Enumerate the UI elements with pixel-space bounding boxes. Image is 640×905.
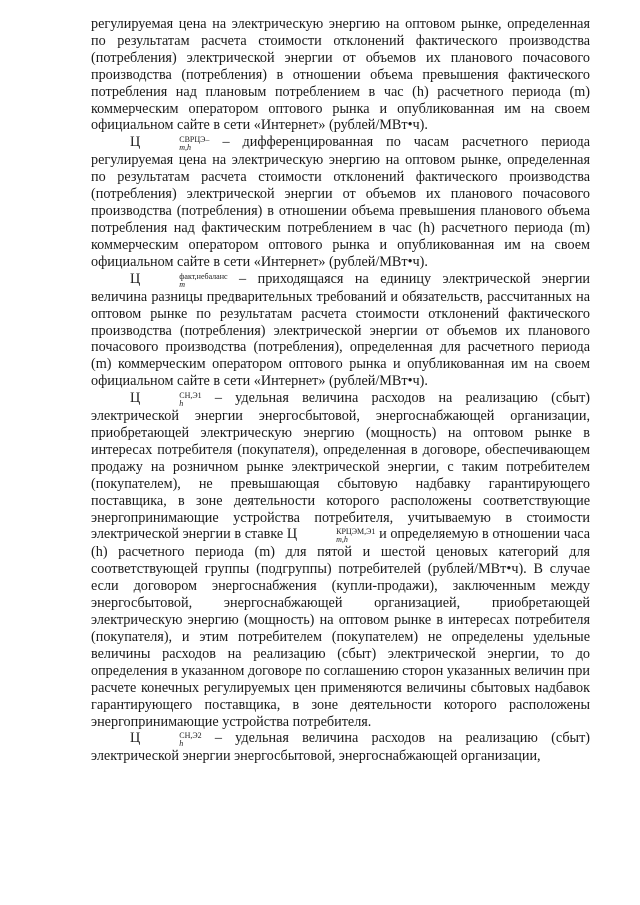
paragraph-text: – удельная величина расходов на реализацию (сбыт) электрической энергии энергосбытовой, энергоснабжающей организации,: [91, 730, 590, 765]
paragraph-sales-markup-e1: [91, 390, 590, 730]
formula-symbol: Ц СВРЦЭ– m,h: [130, 134, 210, 153]
paragraph-price-svrce-minus: [91, 134, 590, 270]
paragraph-text: – удельная величина расходов на реализацию (сбыт) электрической энергии энергосбытовой, энергоснабжающей организации, приобретающей электрическую энергию (мощность) на оптовом рынке в интересах потребителя (покупателя), определенная в договоре, обеспечивающем продажу на розничном рынке электрической энергии, с таким потребителем (покупателем), не превышающая сбытовую надбавку гарантирующего поставщика, в зоне деятельности которого расположены соответствующие энергопринимающие устройства потребителя, учитываемую в стоимости электрической энергии в ставке: [91, 390, 590, 543]
formula-symbol: Ц факт,небаланс m: [130, 270, 228, 289]
paragraph-text: – дифференцированная по часам расчетного периода регулируемая цена на электрическую энергию на оптовом рынке, определенная по результатам расчета стоимости отклонений фактического производства (потребления) электрической энергии от объемов их планового почасового производства (потребления) в отношении объема превышения планового объема потребления над фактическим потреблением в час (h) расчетного периода (m) коммерческим оператором оптового рынка и опубликованная им на своем официальном сайте в сети «Интернет» (рублей/МВт•ч).: [91, 134, 590, 270]
formula-symbol: Ц СН,Э2 h: [130, 730, 202, 749]
paragraph-sales-markup-e2: [91, 730, 590, 765]
formula-symbol: Ц СН,Э1 h: [130, 390, 202, 409]
paragraph-text-continued: и определяемую в отношении часа (h) расчетного периода (m) для пятой и шестой ценовых категорий для соответствующей группы (подгруппы) потребителей (рублей/МВт•ч). В случае если договором энергоснабжения (купли-продажи), заключенным между энергосбытовой, энергоснабжающей организацией, приобретающей электрическую энергию (мощность) на оптовом рынке в интересах потребителя (покупателя), и этим потребителем (покупателем) не определены удельные величины расходов на реализацию (сбыт) электрической энергии, то до определения в указанном договоре по соглашению сторон указанных величин при расчете конечных регулируемых цен применяются величины сбытовых надбавок гарантирующего поставщика, в зоне деятельности которого расположены энергопринимающие устройства потребителя.: [91, 526, 591, 730]
paragraph-text: регулируемая цена на электрическую энергию на оптовом рынке, определенная по результатам расчета стоимости отклонений фактического производства (потребления) электрической энергии от объемов их планового почасового производства (потребления) в отношении объема превышения фактического потребления над плановым потреблением в час (h) расчетного периода (m) коммерческим оператором оптового рынка и опубликованная им на своем официальном сайте в сети «Интернет» (рублей/МВт•ч).: [91, 16, 590, 134]
paragraph-price-excess-consumption: [91, 16, 590, 134]
paragraph-price-fact-imbalance: [91, 271, 590, 390]
paragraph-text: – приходящаяся на единицу электрической энергии величина разницы предварительных требований и обязательств, рассчитанных на оптовом рынке по результатам расчета стоимости отклонений фактического производства (потребления) электрической энергии от объемов их планового почасового производства (потребления), определенная для расчетного периода (m) коммерческим оператором оптового рынка и опубликованная им на своем официальном сайте в сети «Интернет» (рублей/МВт•ч).: [91, 270, 591, 390]
inline-formula-symbol: Ц КРЦЭМ,Э1 m,h: [286, 526, 376, 545]
